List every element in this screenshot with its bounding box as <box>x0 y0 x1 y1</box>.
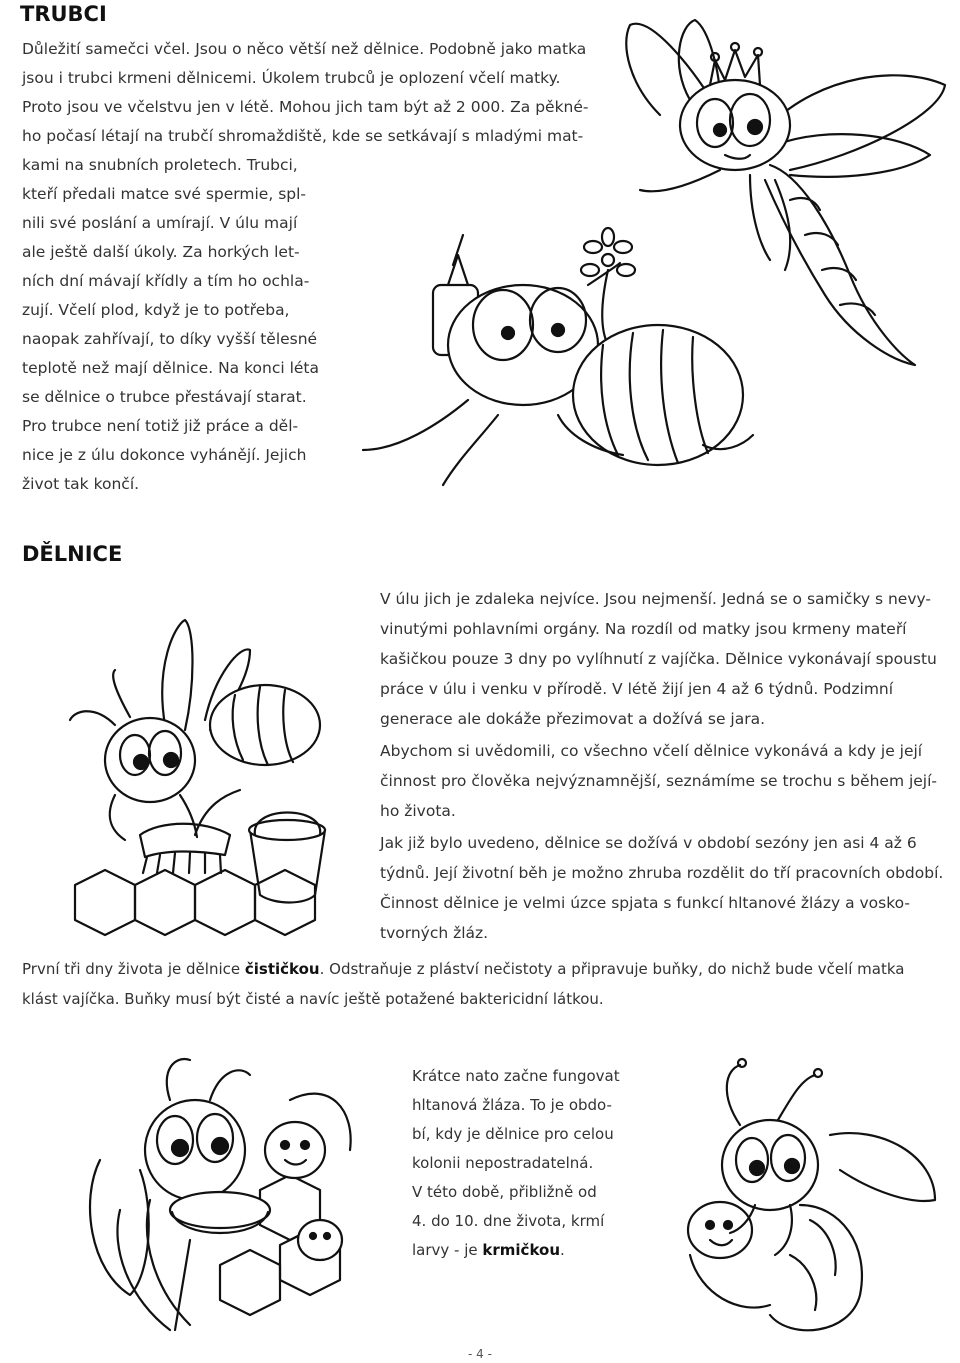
text-line: Abychom si uvědomili, co všechno včelí dělnice vykonává a kdy je její <box>380 742 923 760</box>
trubci-heading: TRUBCI <box>20 2 107 26</box>
worker-bee-comb-illustration <box>80 1040 380 1340</box>
cisticka-text-before: První tři dny života je dělnice <box>22 960 245 978</box>
text-line: nice je z úlu dokonce vyhánějí. Jejich <box>22 446 307 464</box>
text-line: V úlu jich je zdaleka nejvíce. Jsou nejmenší. Jedná se o samičky s nevy- <box>380 590 932 608</box>
text-line: ních dní mávají křídly a tím ho ochla- <box>22 272 310 290</box>
text-line: se dělnice o trubce přestávají starat. <box>22 388 307 406</box>
text-line: hltanová žláza. To je obdo- <box>412 1096 612 1114</box>
text-line: tvorných žláz. <box>380 924 489 942</box>
text-line: ho počasí létají na trubčí shromaždiště, kde se setkávají s mladými mat- <box>22 127 584 145</box>
cisticka-term: čističkou <box>244 960 320 978</box>
text-line: bí, kdy je dělnice pro celou <box>412 1125 614 1143</box>
text-line: zují. Včelí plod, když je to potřeba, <box>22 301 290 319</box>
text-line: práce v úlu i venku v přírodě. V létě žijí jen 4 až 6 týdnů. Podzimní <box>380 680 894 698</box>
text-line: Jak již bylo uvedeno, dělnice se dožívá v období sezóny jen asi 4 až 6 <box>380 834 917 852</box>
text-line <box>412 1241 565 1259</box>
text-line: V této době, přibližně od <box>412 1183 597 1201</box>
text-line: kteří předali matce své spermie, spl- <box>22 185 307 203</box>
text-line: naopak zahřívají, to díky vyšší tělesné <box>22 330 318 348</box>
text-line: činnost pro člověka nejvýznamnější, seznámíme se trochu s během její- <box>380 772 938 790</box>
text-line: nili své poslání a umírají. V úlu mají <box>22 214 298 232</box>
text-line: ale ještě další úkoly. Za horkých let- <box>22 243 300 261</box>
text-line: generace ale dokáže přezimovat a dožívá se jara. <box>380 710 766 728</box>
krmicka-text-after: . <box>560 1241 565 1259</box>
worker-bee-cleaning-illustration <box>55 605 355 945</box>
text-line: Důležití samečci včel. Jsou o něco větší než dělnice. Podobně jako matka <box>22 40 587 58</box>
text-line: klást vajíčka. Buňky musí být čisté a navíc ještě potažené baktericidní látkou. <box>22 990 604 1008</box>
text-line: 4. do 10. dne života, krmí <box>412 1212 605 1230</box>
text-line: Proto jsou ve včelstvu jen v létě. Mohou jich tam být až 2 000. Za pěkné- <box>22 98 589 116</box>
text-line: teplotě než mají dělnice. Na konci léta <box>22 359 319 377</box>
text-line: život tak končí. <box>22 475 140 493</box>
text-line: Pro trubce není totiž již práce a děl- <box>22 417 299 435</box>
text-line <box>22 960 904 978</box>
text-line: jsou i trubci krmeni dělnicemi. Úkolem trubců je oplození včelí matky. <box>22 69 561 87</box>
text-line: ho života. <box>380 802 456 820</box>
delnice-heading: DĚLNICE <box>22 542 123 566</box>
text-line: kolonii nepostradatelná. <box>412 1154 594 1172</box>
page-number: - 4 - <box>468 1347 492 1361</box>
krmicka-text-before: larvy - je <box>412 1241 483 1259</box>
drone-bee-illustration <box>358 225 778 495</box>
text-line: týdnů. Její životní běh je možno zhruba rozdělit do tří pracovních období. <box>380 864 944 882</box>
text-line: kami na snubních proletech. Trubci, <box>22 156 298 174</box>
text-line: Krátce nato začne fungovat <box>412 1067 620 1085</box>
cisticka-text-after: . Odstraňuje z pláství nečistoty a připravuje buňky, do nichž bude včelí matka <box>319 960 905 978</box>
text-line: kašičkou pouze 3 dny po vylíhnutí z vajíčka. Dělnice vykonávají spoustu <box>380 650 937 668</box>
text-line: Činnost dělnice je velmi úzce spjata s funkcí hltanové žlázy a vosko- <box>380 894 911 912</box>
krmicka-term: krmičkou <box>482 1241 560 1259</box>
text-line: vinutými pohlavními orgány. Na rozdíl od matky jsou krmeny mateří <box>380 620 907 638</box>
nurse-bee-illustration <box>680 1055 950 1345</box>
